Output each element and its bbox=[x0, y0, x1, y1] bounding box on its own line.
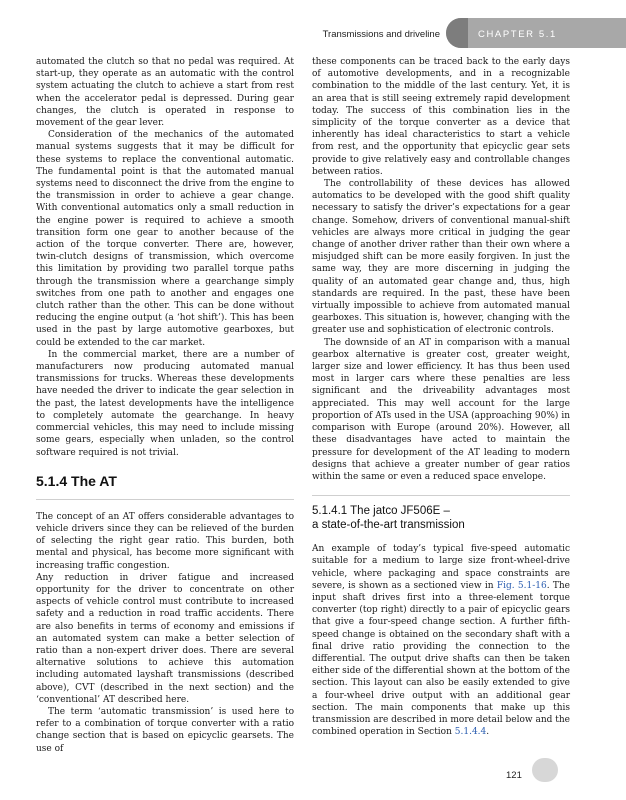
paragraph: Any reduction in driver fatigue and increased opportunity for the driver to concentrate on other aspects of vehicle control must contribute to increased safety and a reduction in road traffic accidents. There are also benefits in terms of economy and emissions if an automated system can make a better selection of ratio than a non-expert driver does. There are several alternative solutions to achieve this automation including automated layshaft transmissions (described above), CVT (described in the next section) and the ‘conventional’ AT described here. bbox=[36, 572, 294, 705]
paragraph-text: An example of today’s typical five-speed automatic suitable for a medium to large size front-wheel-drive vehicle, where packaging and space constraints are severe, is shown as a sectioned view in bbox=[312, 544, 570, 591]
paragraph: automated the clutch so that no pedal was required. At start-up, they operate as an automatic with the control system actuating the clutch to achieve a start from rest when the accelerator pedal is depressed. During gear changes, the clutch is operated in response to movement of the gear lever. bbox=[36, 57, 294, 129]
paragraph: these components can be traced back to the early days of automotive developments, and in a recognizable combination to the middle of the last century. Yet, it is an area that is still seeing extremely rapid development today. The success of this combination lies in the simplicity of the torque converter as a device that inherently has ideal characteristics to start a vehicle from rest, and the opportunity that epicyclic gear sets provide to give relatively easy and controllable changes between ratios. bbox=[312, 57, 570, 177]
section-heading: 5.1.4 The AT bbox=[36, 472, 117, 489]
figure-link[interactable]: Fig. 5.1-16 bbox=[496, 580, 547, 591]
paragraph bbox=[312, 543, 570, 738]
paragraph: The controllability of these devices has allowed automatics to be developed with the good shift quality necessary to satisfy the driver’s expectations for a gear change. Somehow, drivers of conventional manual-shift vehicles are always more critical in judging the gear change of another driver rather than their own where a misjudged shift can be more easily forgiven. In just the same way, they are more discerning in judging the quality of an automated gear change and, thus, high standards are required. In the past, these have been virtually impossible to achieve from automated manual gearboxes. This situation is, however, changing with the greater use and sophistication of electronic controls. bbox=[312, 179, 570, 336]
subsection-heading-line2: a state-of-the-art transmission bbox=[312, 519, 465, 532]
page-number: 121 bbox=[506, 770, 522, 781]
paragraph: In the commercial market, there are a number of manufacturers now producing automated manual transmissions for trucks. Whereas these developments have needed the driver to indicate the gear selection in the past, the latest developments have the intelligence to completely automate the gearchange. In heavy commercial vehicles, this may need to include missing some gears, especially when unladen, so the control software required is not trivial. bbox=[36, 349, 294, 458]
paragraph-text: . bbox=[486, 727, 490, 738]
subsection-heading bbox=[312, 504, 570, 532]
paragraph: The term ‘automatic transmission’ is used here to refer to a combination of torque converter with a ratio change section that is based on epicyclic gearsets. The use of bbox=[36, 706, 294, 754]
running-title: Transmissions and driveline bbox=[322, 29, 440, 40]
subsection-heading-line1: 5.1.4.1 The jatco JF506E – bbox=[312, 505, 450, 518]
paragraph-text: . The input shaft drives first into a three-element torque converter (top right) directly to a pair of epicyclic gears that give a four-speed change section. A further fifth-speed change is obtained on the secondary shaft with a final drive ratio providing the connection to the differential. The output drive shafts can then be taken either side of the differential shown at the bottom of the section. This layout can also be easily extended to give a four-wheel drive output with an additional gear section. The main components that make up this transmission are described in more detail below and the combined operation in Section bbox=[312, 580, 570, 738]
paragraph: The downside of an AT in comparison with a manual gearbox alternative is greater cost, greater weight, larger size and lower efficiency. It has thus been used most in larger cars where these penalties are less significant and the driveability advantages most appreciated. This may well account for the large proportion of ATs used in the USA (approaching 90%) in comparison with Europe (around 20%). However, all these disadvantages have acted to maintain the pressure for development of the AT leading to modern designs that achieve a greater number of gear ratios within the same or even a reduced space envelope. bbox=[312, 337, 570, 482]
section-link[interactable]: 5.1.4.4 bbox=[454, 727, 487, 738]
subsection-divider bbox=[312, 495, 570, 496]
section-divider bbox=[36, 499, 294, 500]
left-column bbox=[36, 56, 294, 755]
right-column bbox=[312, 56, 570, 738]
chapter-tab-accent bbox=[446, 18, 468, 48]
chapter-label: CHAPTER 5.1 bbox=[478, 29, 557, 40]
page-number-tab bbox=[532, 758, 558, 782]
paragraph: Consideration of the mechanics of the automated manual systems suggests that it may be difficult for these systems to replace the conventional automatic. The fundamental point is that the automated manual systems need to disconnect the drive from the engine to the transmission in order to achieve a gear change. With conventional automatics only a small reduction in the engine power is required to achieve a smooth transition form one gear to another because of the action of the torque converter. There are, however, twin-clutch designs of transmission, which overcome this limitation by providing two parallel torque paths through the transmission where a gearchange simply switches from one path to another and engages one clutch rather than the other. This can be done without reducing the engine output (a ‘hot shift’). This has been used in the past by large automotive gearboxes, but could be extended to the car market. bbox=[36, 130, 294, 348]
paragraph: The concept of an AT offers considerable advantages to vehicle drivers since they can be relieved of the burden of selecting the right gear ratio. This burden, both mental and physical, has become more significant with increasing traffic congestion. bbox=[36, 511, 294, 571]
